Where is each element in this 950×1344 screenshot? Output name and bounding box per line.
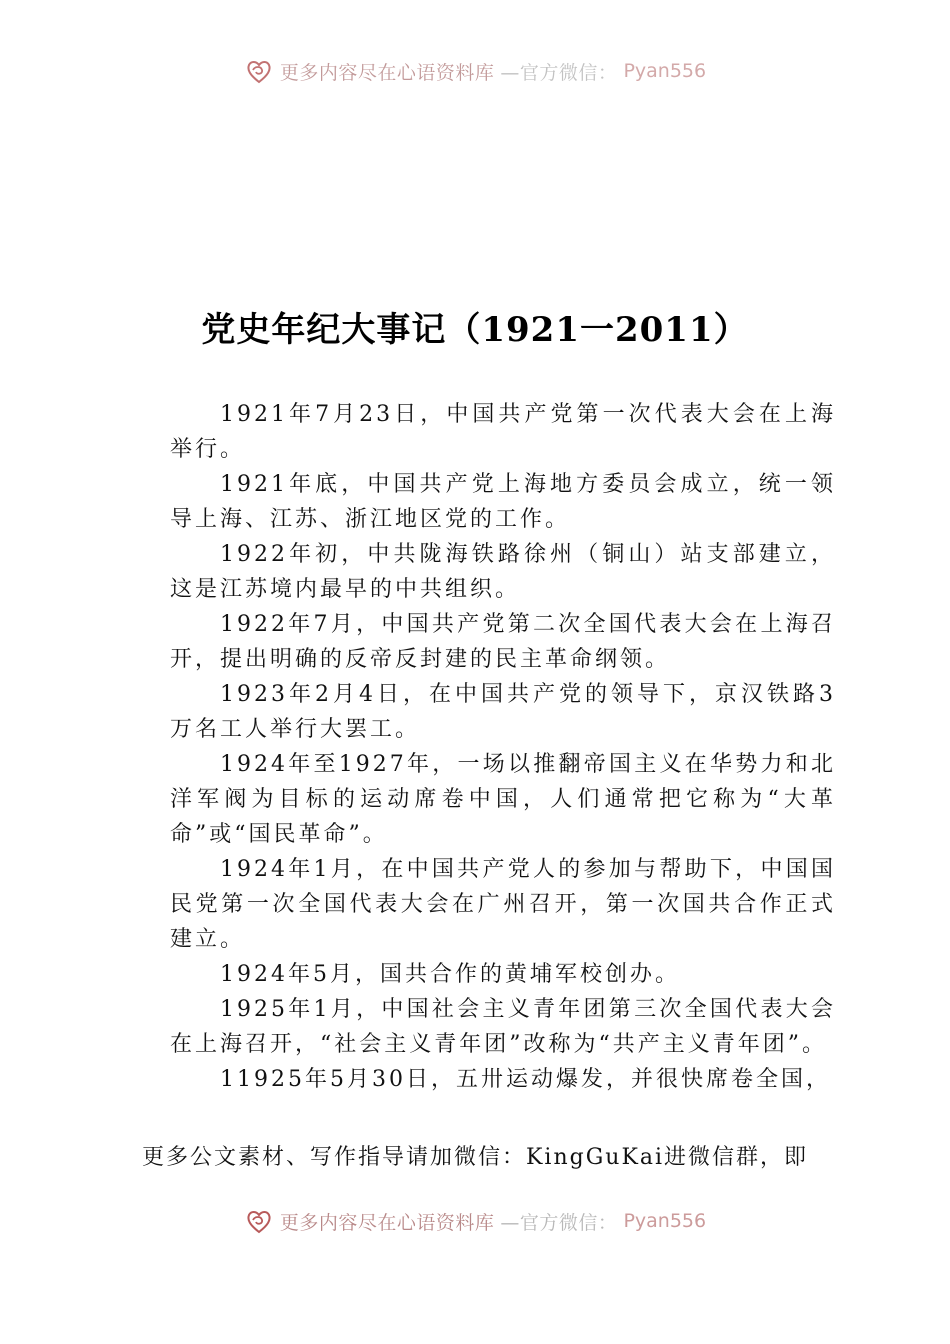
watermark-brand: 更多内容尽在心语资料库 xyxy=(279,61,495,84)
watermark-wechat-id: Pyan556 xyxy=(623,1210,707,1232)
paragraph: 1923年2月4日，在中国共产党的领导下，京汉铁路3万名工人举行大罢工。 xyxy=(170,682,836,742)
paragraph: 1922年初，中共陇海铁路徐州（铜山）站支部建立，这是江苏境内最早的中共组织。 xyxy=(170,542,836,602)
document-title: 党史年纪大事记（1921一2011） xyxy=(201,310,749,350)
paragraph: 1922年7月，中国共产党第二次全国代表大会在上海召开，提出明确的反帝反封建的民主革命纲领。 xyxy=(170,612,836,672)
watermark-separator: —官方微信： xyxy=(500,1211,618,1234)
watermark-separator: —官方微信： xyxy=(500,61,618,84)
footer-watermark xyxy=(0,1206,950,1236)
document-body xyxy=(170,397,836,1097)
paragraph: 1921年7月23日，中国共产党第一次代表大会在上海举行。 xyxy=(170,402,836,462)
heart-swirl-logo-icon xyxy=(244,1206,274,1236)
paragraph: 1925年1月，中国社会主义青年团第三次全国代表大会在上海召开，“社会主义青年团”改称为“共产主义青年团”。 xyxy=(170,997,836,1057)
watermark-wechat-id: Pyan556 xyxy=(623,60,707,82)
paragraph: 11925年5月30日，五卅运动爆发，并很快席卷全国， xyxy=(220,1067,831,1092)
heart-swirl-logo-icon xyxy=(244,56,274,86)
paragraph: 1924年至1927年，一场以推翻帝国主义在华势力和北洋军阀为目标的运动席卷中国，人们通常把它称为“大革命”或“国民革命”。 xyxy=(170,752,836,847)
paragraph: 1924年1月，在中国共产党人的参加与帮助下，中国国民党第一次全国代表大会在广州召开，第一次国共合作正式建立。 xyxy=(170,857,836,952)
footer-note: 更多公文素材、写作指导请加微信：KingGuKai进微信群，即 xyxy=(142,1145,809,1170)
paragraph: 1921年底，中国共产党上海地方委员会成立，统一领导上海、江苏、浙江地区党的工作。 xyxy=(170,472,836,532)
watermark-brand: 更多内容尽在心语资料库 xyxy=(279,1211,495,1234)
paragraph: 1924年5月，国共合作的黄埔军校创办。 xyxy=(220,962,680,987)
header-watermark xyxy=(0,56,950,86)
